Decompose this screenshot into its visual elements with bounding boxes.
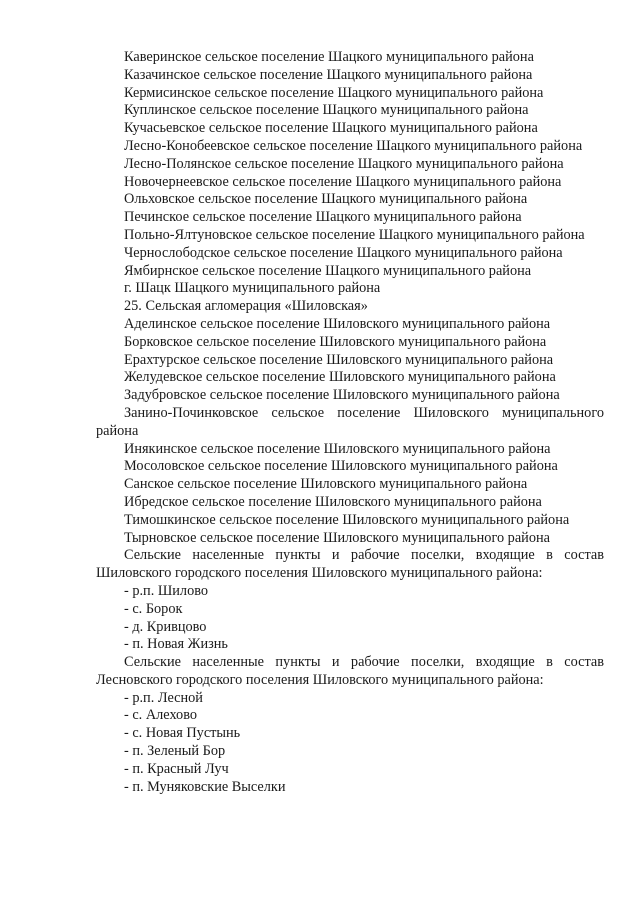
text-line: Кермисинское сельское поселение Шацкого муниципального района [124, 84, 544, 101]
text-line: Куплинское сельское поселение Шацкого муниципального района [124, 102, 529, 119]
text-line: Лесно-Полянское сельское поселение Шацкого муниципального района [124, 155, 564, 172]
list-item: - п. Красный Луч [124, 760, 229, 777]
text-line: Печинское сельское поселение Шацкого муниципального района [124, 209, 522, 226]
text-line: Ибредское сельское поселение Шиловского муниципального района [124, 493, 542, 510]
paragraph: Лесно-Конобеевское сельское поселение Шацкого муниципального района [124, 137, 583, 154]
list-item: - р.п. Лесной [124, 689, 203, 706]
list-item: - с. Борок [124, 600, 183, 617]
paragraph: Польно-Ялтуновское сельское поселение Шацкого муниципального района [124, 226, 585, 243]
paragraph: Занино-Починковское сельское поселение Шиловского муниципального района [96, 404, 604, 439]
document-body [96, 49, 604, 796]
paragraph: Сельские населенные пункты и рабочие поселки, входящие в состав Шиловского городского поселения Шиловского муниципального района: [96, 547, 604, 582]
list-item: - п. Муняковские Выселки [124, 778, 286, 795]
text-line: Казачинское сельское поселение Шацкого муниципального района [124, 66, 533, 83]
list-item: - р.п. Шилово [124, 582, 209, 599]
text-line: Борковское сельское поселение Шиловского муниципального района [124, 333, 547, 350]
paragraph: Сельские населенные пункты и рабочие поселки, входящие в состав Лесновского городского поселения Шиловского муниципального района: [96, 654, 604, 688]
text-line: Задубровское сельское поселение Шиловского муниципального района [124, 387, 560, 404]
text-line: Тырновское сельское поселение Шиловского муниципального района [124, 529, 550, 546]
text-line: Новочернеевское сельское поселение Шацкого муниципального района [124, 173, 562, 190]
text-line: Аделинское сельское поселение Шиловского муниципального района [124, 315, 551, 332]
list-item: - п. Зеленый Бор [124, 743, 226, 760]
text-line: Каверинское сельское поселение Шацкого муниципального района [124, 49, 534, 65]
text-line: Ямбирнское сельское поселение Шацкого муниципального района [124, 262, 532, 279]
text-line: Кучасьевское сельское поселение Шацкого муниципального района [124, 120, 538, 137]
text-line: Инякинское сельское поселение Шиловского муниципального района [124, 440, 551, 457]
list-item: - с. Новая Пустынь [124, 725, 241, 742]
text-line: 25. Сельская агломерация «Шиловская» [124, 298, 368, 315]
text-line: г. Шацк Шацкого муниципального района [124, 280, 381, 297]
list-item: - д. Кривцово [124, 618, 207, 635]
list-item: - п. Новая Жизнь [124, 636, 228, 653]
text-line: Мосоловское сельское поселение Шиловского муниципального района [124, 458, 558, 475]
text-line: Ольховское сельское поселение Шацкого муниципального района [124, 191, 528, 208]
text-line: Ерахтурское сельское поселение Шиловского муниципального района [124, 351, 554, 368]
text-line: Санское сельское поселение Шиловского муниципального района [124, 476, 528, 493]
text-line: Тимошкинское сельское поселение Шиловского муниципального района [124, 511, 570, 528]
text-line: Желудевское сельское поселение Шиловского муниципального района [124, 369, 556, 386]
list-item: - с. Алехово [124, 707, 197, 724]
text-line: Чернослободское сельское поселение Шацкого муниципального района [124, 244, 563, 261]
